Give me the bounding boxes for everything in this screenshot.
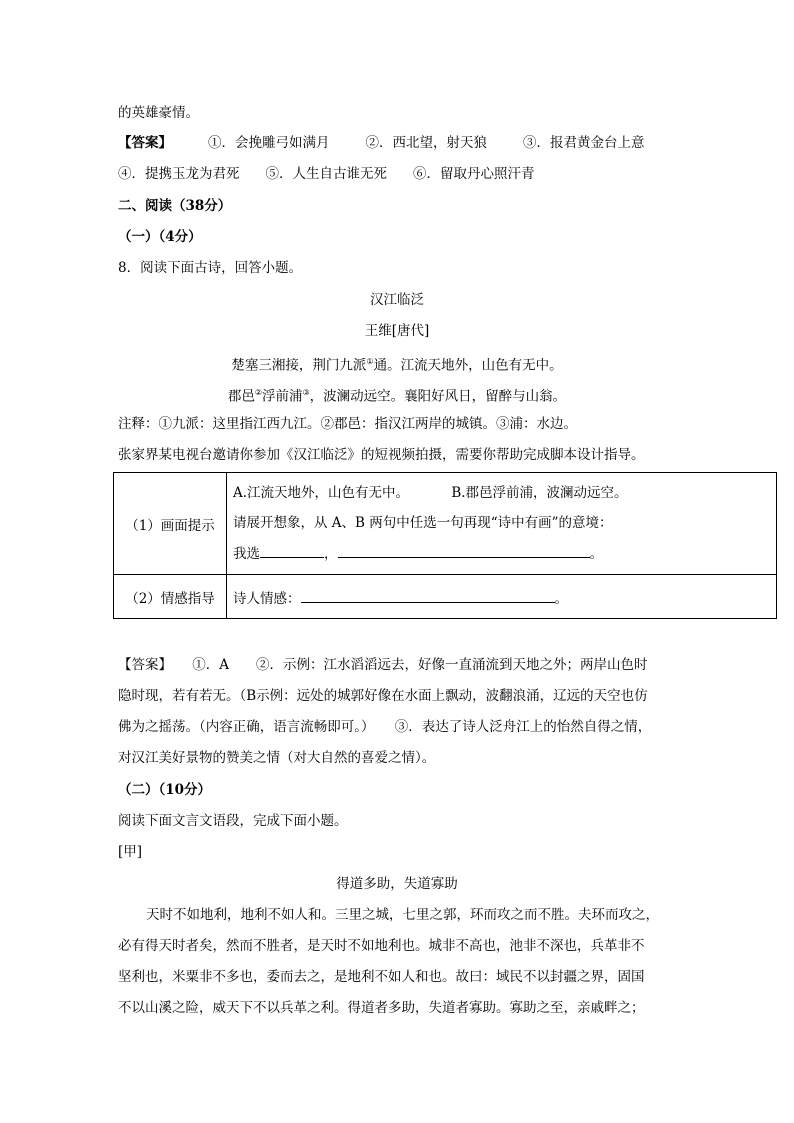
essay-line: 坚利也，米粟非不多也，委而去之，是地利不如人和也。故曰：域民不以封疆之界，固国: [118, 969, 645, 985]
essay-line: 不以山溪之险，威天下不以兵革之利。得道者多助，失道者寡助。寡助之至，亲戚畔之；: [118, 1000, 645, 1016]
part-prompt: 阅读下面文言文语段，完成下面小题。: [118, 813, 348, 829]
question-prompt: 8．阅读下面古诗，回答小题。: [118, 260, 303, 276]
answer-item: ③．报君黄金台上意: [523, 135, 645, 151]
footnote-mark: ②: [254, 388, 262, 397]
essay-title: 得道多助，失道寡助: [336, 876, 458, 892]
part-heading: （一）（4分）: [118, 229, 202, 245]
answer-item: ①．会挽雕弓如满月: [208, 135, 330, 151]
answer2-line: 【答案】 ①．A ②．示例：江水滔滔远去，好像一直涌流到天地之外；两岸山色时: [118, 657, 648, 673]
task-intro: 张家界某电视台邀请你参加《汉江临泛》的短视频拍摄，需要你帮助完成脚本设计指导。: [118, 447, 645, 463]
emotion-blank[interactable]: [301, 588, 555, 603]
answer-item: ②．西北望，射天狼: [365, 135, 487, 151]
instruction: 请展开想象，从 A、B 两句中任选一句再现“诗中有画”的意境：: [233, 515, 613, 531]
description-blank[interactable]: [338, 543, 590, 558]
emotion-label: 诗人情感：: [233, 590, 301, 607]
option-a: A.江流天地外，山色有无中。: [233, 485, 410, 501]
choose-label: 我选: [233, 546, 260, 562]
part-heading: （二）（10分）: [118, 782, 212, 798]
section-heading: 二、阅读（38分）: [118, 198, 232, 214]
row-label: （1）画面提示: [114, 473, 227, 575]
answer2-line: 隐时现，若有若无。（B示例：远处的城郭好像在水面上飘动，波翻浪涌，辽远的天空也仿: [118, 688, 648, 704]
poem-line-2: 郡邑②浮前浦③，波澜动远空。襄阳好风日，留醉与山翁。: [227, 388, 567, 405]
row-label: （2）情感指导: [114, 575, 227, 619]
row-content: A.江流天地外，山色有无中。 B.郡邑浮前浦，波澜动远空。 请展开想象，从 A、B 两句中任选一句再现“诗中有画”的意境： 我选 ， 。: [227, 473, 777, 575]
table-row: [114, 473, 777, 575]
answer-row-2: [118, 164, 535, 184]
answer2-line: 对汉江美好景物的赞美之情（对大自然的喜爱之情）。: [118, 750, 436, 766]
footnote-mark: ①: [366, 357, 374, 366]
poem-title: 汉江临泛: [370, 292, 424, 308]
answer-item: ⑤．人生自古谁无死: [265, 166, 387, 182]
top-line: 的英雄豪情。: [118, 105, 199, 121]
row-content: 诗人情感： 。: [227, 575, 777, 619]
option-b: B.郡邑浮前浦，波澜动远空。: [451, 485, 628, 501]
essay-line: 天时不如地利，地利不如人和。三里之城，七里之郭，环而攻之而不胜。夫环而攻之，: [146, 907, 659, 923]
essay-line: 必有得天时者矣，然而不胜者，是天时不如地利也。城非不高也，池非不深也，兵革非不: [118, 938, 645, 954]
answer-row-1: [118, 133, 645, 153]
poem-line-1: 楚塞三湘接，荆门九派①通。江流天地外，山色有无中。: [231, 357, 563, 374]
answer2-line: 佛为之摇荡。（内容正确，语言流畅即可。） ③．表达了诗人泛舟江上的怡然自得之情，: [118, 719, 652, 735]
footnote-mark: ③: [302, 388, 310, 397]
jia-label: [甲]: [118, 844, 143, 860]
answer-item: ⑥．留取丹心照汗青: [413, 166, 535, 182]
poem-notes: 注释：①九派：这里指江西九江。②郡邑：指汉江两岸的城镇。③浦：水边。: [118, 416, 577, 432]
answer-label: 【答案】: [118, 135, 172, 151]
answer-item: ④．提携玉龙为君死: [118, 166, 240, 182]
poem-author: 王维[唐代]: [364, 323, 430, 339]
task-table: [113, 472, 777, 619]
table-row: [114, 575, 777, 619]
choice-blank[interactable]: [260, 543, 324, 558]
